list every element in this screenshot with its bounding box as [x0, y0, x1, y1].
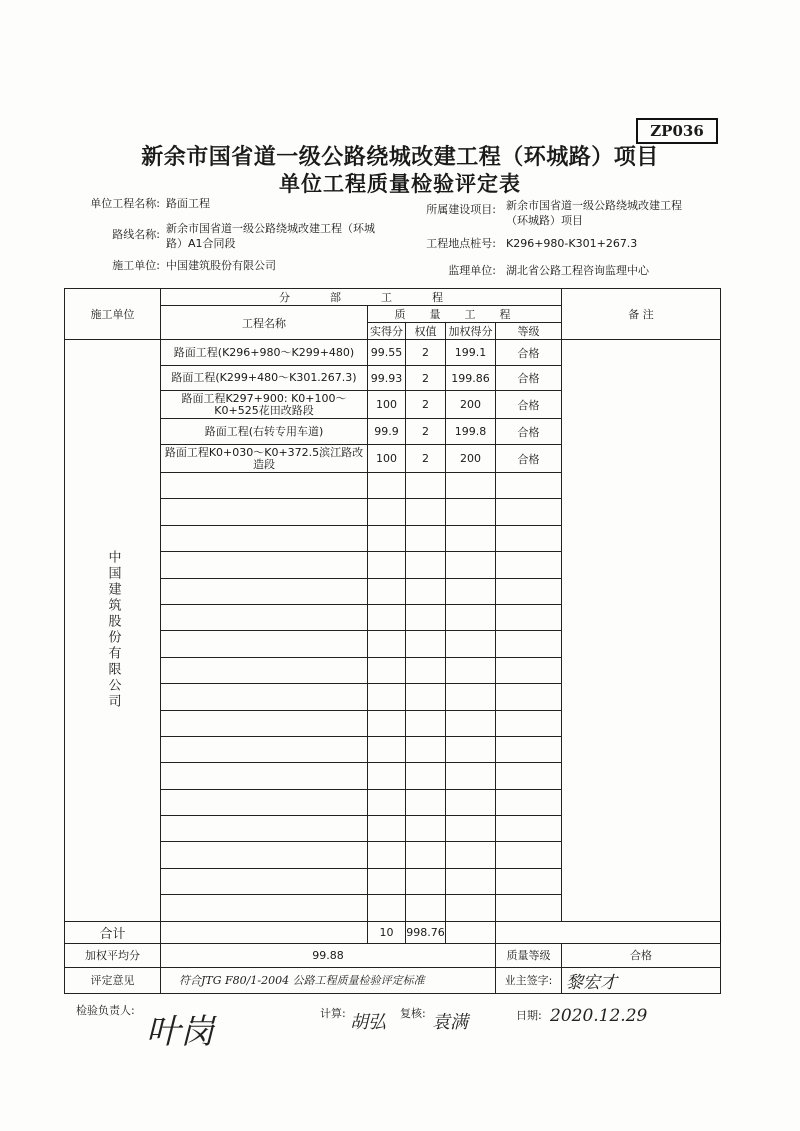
header-grade: 等级 [496, 323, 562, 340]
route-label: 路线名称: [112, 228, 160, 241]
row-grade: 合格 [496, 340, 562, 366]
contractor-value: 中国建筑股份有限公司 [166, 259, 276, 272]
row-score: 99.55 [368, 340, 406, 366]
calc-label: 计算: [320, 1007, 346, 1020]
station-label: 工程地点桩号: [426, 237, 496, 250]
contractor-vertical-cell [65, 340, 161, 922]
header-name: 工程名称 [161, 306, 368, 340]
date-value: 2020.12.29 [550, 1006, 648, 1026]
header-quality: 质量工程 [368, 306, 562, 323]
station-value: K296+980-K301+267.3 [506, 237, 638, 250]
header-weight: 权值 [406, 323, 446, 340]
review-signature: 袁满 [432, 1012, 468, 1033]
route-value-1: 新余市国省道一级公路绕城改建工程（环城 [166, 222, 375, 235]
owner-sign-label: 业主签字: [496, 967, 562, 993]
header-contractor: 施工单位 [65, 289, 161, 340]
row-weighted: 199.86 [446, 366, 496, 391]
row-weight: 2 [406, 445, 446, 473]
unit-project-value: 路面工程 [166, 197, 210, 210]
avg-label: 加权平均分 [65, 943, 161, 967]
row-name: 路面工程(K299+480～K301.267.3) [161, 366, 368, 391]
total-label: 合计 [65, 921, 161, 943]
remark-cell [562, 340, 721, 922]
row-score: 99.93 [368, 366, 406, 391]
row-grade: 合格 [496, 445, 562, 473]
total-weighted: 998.76 [406, 921, 446, 943]
quality-table [64, 288, 721, 994]
row-weighted: 199.1 [446, 340, 496, 366]
owner-signature: 黎宏才 [562, 967, 721, 993]
row-grade: 合格 [496, 366, 562, 391]
form-code: ZP036 [636, 118, 718, 144]
document-title: 新余市国省道一级公路绕城改建工程（环城路）项目 [141, 145, 659, 170]
supervisor-label: 监理单位: [448, 264, 496, 277]
row-weight: 2 [406, 419, 446, 445]
date-label: 日期: [516, 1009, 542, 1022]
total-weight: 10 [368, 921, 406, 943]
header-section: 分部工程 [161, 289, 562, 306]
row-grade: 合格 [496, 419, 562, 445]
row-name: 路面工程K0+030～K0+372.5滨江路改造段 [161, 445, 368, 473]
row-weight: 2 [406, 366, 446, 391]
inspector-signature: 叶岗 [146, 1012, 214, 1052]
contractor-label: 施工单位: [112, 259, 160, 272]
row-name: 路面工程(K296+980～K299+480) [161, 340, 368, 366]
row-score: 100 [368, 445, 406, 473]
row-weighted: 200 [446, 445, 496, 473]
total-grade [446, 921, 496, 943]
contractor-vertical-text: 中国建筑股份有限公司 [105, 550, 121, 711]
total-score [161, 921, 368, 943]
inspector-label: 检验负责人: [76, 1004, 135, 1017]
parent-project-label: 所属建设项目: [426, 203, 496, 216]
header-remark: 备 注 [562, 289, 721, 340]
unit-project-label: 单位工程名称: [90, 197, 160, 210]
row-score: 100 [368, 391, 406, 419]
row-weighted: 200 [446, 391, 496, 419]
header-score: 实得分 [368, 323, 406, 340]
avg-value: 99.88 [161, 943, 496, 967]
review-label: 复核: [400, 1007, 426, 1020]
route-value-2: 路）A1合同段 [166, 237, 236, 250]
calc-signature: 胡弘 [350, 1012, 386, 1033]
row-score: 99.9 [368, 419, 406, 445]
opinion-value: 符合JTG F80/1-2004 公路工程质量检验评定标准 [161, 967, 496, 993]
row-name: 路面工程K297+900: K0+100～K0+525花田改路段 [161, 391, 368, 419]
row-weight: 2 [406, 340, 446, 366]
document-subtitle: 单位工程质量检验评定表 [279, 172, 521, 196]
quality-grade-label: 质量等级 [496, 943, 562, 967]
supervisor-value: 湖北省公路工程咨询监理中心 [506, 264, 649, 277]
parent-project-value-1: 新余市国省道一级公路绕城改建工程 [506, 199, 682, 212]
row-name: 路面工程(右转专用车道) [161, 419, 368, 445]
header-weighted: 加权得分 [446, 323, 496, 340]
parent-project-value-2: （环城路）项目 [506, 214, 583, 227]
row-weighted: 199.8 [446, 419, 496, 445]
opinion-label: 评定意见 [65, 967, 161, 993]
row-weight: 2 [406, 391, 446, 419]
quality-grade-value: 合格 [562, 943, 721, 967]
row-grade: 合格 [496, 391, 562, 419]
